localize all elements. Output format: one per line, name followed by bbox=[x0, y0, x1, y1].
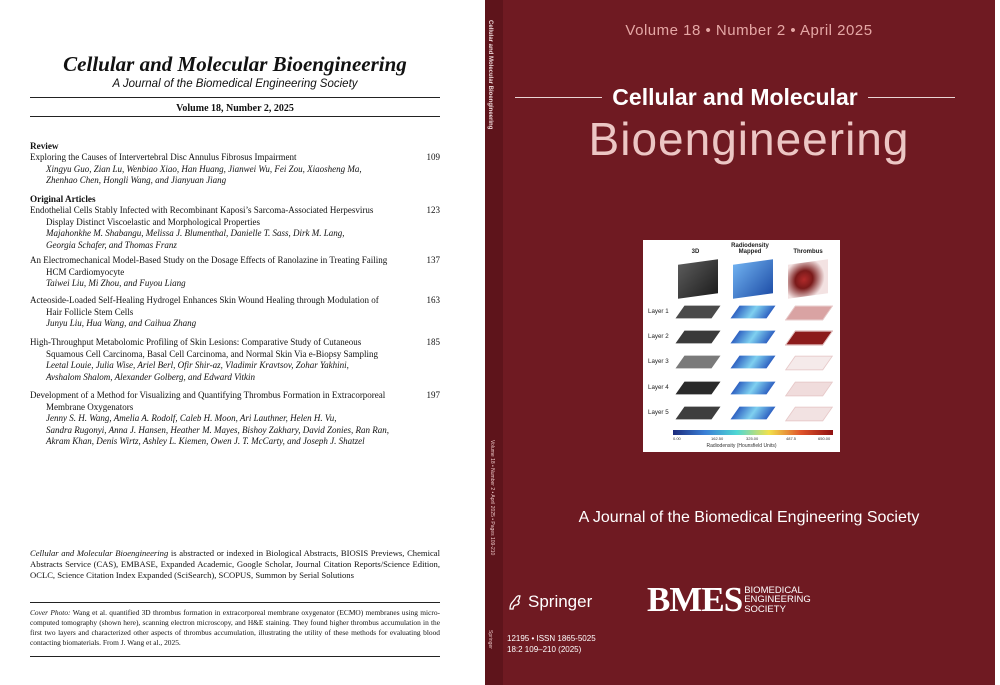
colorbar-tick: 0.00 bbox=[673, 436, 681, 441]
article-authors: Junyu Liu, Hua Wang, and Caihua Zhang bbox=[46, 318, 197, 328]
colorbar-tick: 162.50 bbox=[711, 436, 724, 441]
page-number: 123 bbox=[426, 205, 440, 215]
figure-layer-radiodensity bbox=[731, 382, 776, 395]
cover-title-line2: Bioengineering bbox=[588, 113, 910, 165]
layer-label: Layer 2 bbox=[648, 333, 669, 340]
journal-subtitle: A Journal of the Biomedical Engineering Society bbox=[112, 78, 358, 90]
figure-layer-3d bbox=[676, 407, 721, 420]
page-number: 137 bbox=[426, 255, 440, 265]
cover-tagline: A Journal of the Biomedical Engineering Society bbox=[578, 509, 920, 526]
journal-title: Cellular and Molecular Bioengineering bbox=[63, 52, 407, 76]
colorbar-tick: 650.00 bbox=[818, 436, 831, 441]
spine bbox=[485, 0, 503, 685]
article-authors: Zhenhao Chen, Hongli Wang, and Jianyuan Jiang bbox=[46, 175, 227, 185]
title-rule-right bbox=[868, 97, 955, 98]
figure-layer-3d bbox=[676, 331, 721, 344]
divider bbox=[30, 602, 440, 603]
springer-wordmark: Springer bbox=[528, 592, 593, 611]
article-authors: Avshalom Shalom, Alexander Golberg, and Edward Vitkin bbox=[46, 371, 255, 382]
toc-entry bbox=[30, 205, 440, 251]
figure-column-header: Radiodensity Mapped bbox=[731, 243, 769, 255]
layer-label: Layer 3 bbox=[648, 358, 669, 365]
toc-page bbox=[0, 0, 480, 685]
figure-radiodensity-stack bbox=[733, 259, 773, 299]
issn-block bbox=[507, 633, 596, 655]
volume-pages-line: 18:2 109–210 (2025) bbox=[507, 645, 582, 654]
article-authors: Jenny S. H. Wang, Amelia A. Rodolf, Caleb H. Moon, Ari Lauthner, Helen H. Vu, bbox=[46, 413, 337, 423]
colorbar bbox=[673, 430, 833, 435]
layer-label: Layer 1 bbox=[648, 308, 669, 315]
toc-entry bbox=[30, 390, 440, 448]
article-authors: Akram Khan, Denis Wirtz, Ashley L. Kiemen, Owen J. T. McCarty, and Joseph J. Shatzel bbox=[46, 436, 365, 446]
article-authors: Georgia Schafer, and Thomas Franz bbox=[46, 239, 177, 250]
cover-title-row bbox=[515, 84, 955, 111]
toc-entry bbox=[30, 337, 440, 383]
article-authors: Taiwei Liu, Mi Zhou, and Fuyou Liang bbox=[46, 278, 186, 288]
divider bbox=[30, 656, 440, 657]
layer-label: Layer 5 bbox=[648, 409, 669, 416]
issue-line: Volume 18 • Number 2 • April 2025 bbox=[625, 22, 873, 39]
bmes-logo bbox=[647, 580, 811, 620]
figure-layer-thrombus bbox=[785, 306, 833, 320]
divider bbox=[30, 97, 440, 98]
issn-line: 12195 • ISSN 1865-5025 bbox=[507, 634, 596, 643]
figure-layer-3d bbox=[676, 306, 721, 319]
figure-layer-radiodensity bbox=[731, 407, 776, 420]
article-title: An Electromechanical Model-Based Study on the Dosage Effects of Ranolazine in Treating Failing HCM Cardiomyocyte bbox=[30, 255, 388, 277]
article-title: Exploring the Causes of Intervertebral Disc Annulus Fibrosus Impairment bbox=[30, 152, 297, 162]
spine-publisher: Springer bbox=[487, 630, 493, 649]
springer-logo bbox=[507, 592, 592, 612]
title-rule-left bbox=[515, 97, 602, 98]
spine-title: Cellular and Molecular Bioengineering bbox=[487, 20, 493, 130]
figure-layer-thrombus bbox=[785, 331, 833, 345]
figure-column-header: 3D bbox=[691, 249, 700, 255]
colorbar-tick: 487.5 bbox=[786, 436, 797, 441]
toc-entry bbox=[30, 255, 440, 290]
cover-photo-label: Cover Photo: bbox=[30, 608, 71, 617]
cover-photo-caption: Cover Photo: Wang et al. quantified 3D thrombus formation in extracorporeal membrane oxygenator (ECMO) membranes using micro-computed tomography (shown here), scanning electron microscopy, and H&E staining. They found higher thrombus accumulation in the first two layers and characterized other aspects of thrombus accumulation, illustrating the utility of these methods for evaluating blood contacting biomaterials. From J. Wang et al., 2025. bbox=[30, 608, 440, 647]
colorbar-tick: 325.00 bbox=[746, 436, 759, 441]
figure-3d-stack bbox=[678, 259, 718, 299]
figure-layer-radiodensity bbox=[731, 356, 776, 369]
page-number: 163 bbox=[426, 295, 440, 305]
review-heading: Review bbox=[30, 141, 59, 151]
toc-entry bbox=[30, 295, 440, 330]
layer-label: Layer 4 bbox=[648, 384, 669, 391]
article-authors: Leetal Louie, Julia Wise, Ariel Berl, Ofir Shir-az, Vladimir Kravtsov, Zohar Yakhini, bbox=[46, 360, 349, 370]
bmes-wordmark: BMES bbox=[647, 580, 743, 619]
cover-title-line1: Cellular and Molecular bbox=[612, 84, 858, 110]
articles-heading: Original Articles bbox=[30, 194, 96, 204]
volume-line: Volume 18, Number 2, 2025 bbox=[176, 103, 294, 114]
article-authors: Sandra Rugonyi, Anna J. Hansen, Heather M. Mayes, Bishoy Zakhary, David Zonies, Ran Ran, bbox=[46, 424, 390, 435]
figure-layer-thrombus bbox=[785, 356, 833, 370]
colorbar-label: Radiodensity (Hounsfield Units) bbox=[706, 443, 777, 449]
springer-horse-icon bbox=[507, 593, 523, 611]
page-number: 185 bbox=[426, 337, 440, 347]
figure-layer-radiodensity bbox=[731, 306, 776, 319]
cover-figure bbox=[643, 240, 840, 452]
figure-layer-radiodensity bbox=[731, 331, 776, 344]
figure-layer-thrombus bbox=[785, 407, 833, 421]
page-number: 197 bbox=[426, 390, 440, 400]
toc-entry bbox=[30, 152, 440, 187]
page-number: 109 bbox=[426, 152, 440, 162]
journal-cover bbox=[485, 0, 995, 685]
article-authors: Xingyu Guo, Zian Lu, Wenbiao Xiao, Han Huang, Jianwei Wu, Fei Zou, Xiaosheng Ma, bbox=[46, 163, 362, 174]
article-title: Acteoside-Loaded Self-Healing Hydrogel Enhances Skin Wound Healing through Modulation of Hair Follicle Stem Cells bbox=[30, 295, 379, 317]
indexing-statement: Cellular and Molecular Bioengineering is abstracted or indexed in Biological Abstracts, BIOSIS Previews, Chemical Abstracts Service (CAS), EMBASE, Expanded Academic, Google Scholar, Journal Citation Reports/Science Edition, OCLC, Science Citation Index Expanded (SciSearch), SCOPUS, Summon by Serial Solutions bbox=[30, 548, 440, 580]
article-title: Endothelial Cells Stably Infected with Recombinant Kaposi’s Sarcoma-Associated Herpesvirus Display Distinct Viscoelastic and Morphological Properties bbox=[30, 205, 374, 227]
figure-layer-thrombus bbox=[785, 382, 833, 396]
indexed-journal-name: Cellular and Molecular Bioengineering bbox=[30, 548, 169, 558]
figure-thrombus-stack bbox=[788, 259, 828, 299]
figure-column-header: Thrombus bbox=[793, 249, 823, 255]
figure-layer-3d bbox=[676, 382, 721, 395]
divider bbox=[30, 116, 440, 117]
spine-issue: Volume 18 • Number 2 • April 2025 • Pages 109-210 bbox=[489, 440, 495, 556]
article-title: High-Throughput Metabolomic Profiling of Skin Lesions: Comparative Study of Cutaneous Squamous Cell Carcinoma, Basal Cell Carcinoma, and Normal Skin Via e-Biopsy Sampling bbox=[30, 337, 378, 359]
figure-layer-3d bbox=[676, 356, 721, 369]
bmes-society-name: BIOMEDICAL ENGINEERING SOCIETY bbox=[744, 584, 811, 615]
article-title: Development of a Method for Visualizing and Quantifying Thrombus Formation in Extracorporeal Membrane Oxygenators bbox=[30, 390, 386, 412]
article-authors: Majahonkhe M. Shabangu, Melissa J. Blumenthal, Danielle T. Sass, Dirk M. Lang, bbox=[46, 228, 345, 238]
